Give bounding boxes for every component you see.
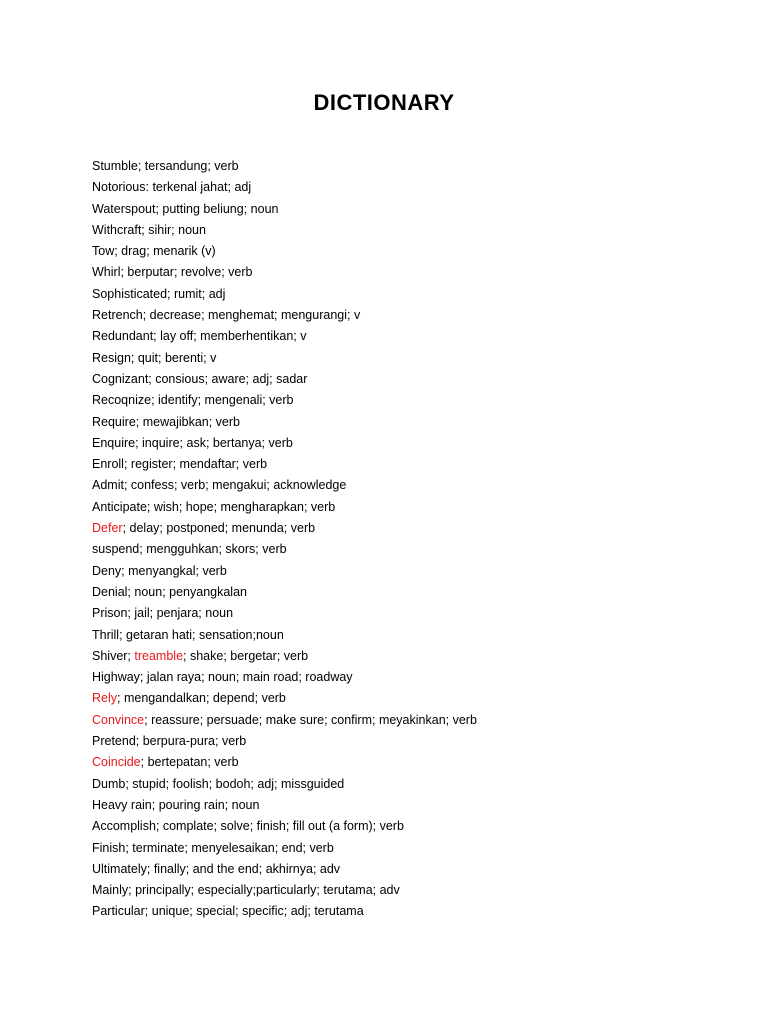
- dictionary-entry: [92, 241, 477, 262]
- dictionary-entry: [92, 369, 477, 390]
- entry-text: Withcraft; sihir; noun: [92, 222, 206, 237]
- dictionary-entry: [92, 199, 477, 220]
- entry-text: Prison; jail; penjara; noun: [92, 606, 234, 621]
- dictionary-entry: [92, 177, 477, 198]
- entry-text: Sophisticated; rumit; adj: [92, 286, 226, 301]
- dictionary-entry: [92, 433, 477, 454]
- entry-text: Redundant; lay off; memberhentikan; v: [92, 329, 307, 344]
- dictionary-entry: [92, 688, 477, 709]
- dictionary-entry: [92, 284, 477, 305]
- entry-text: Anticipate; wish; hope; mengharapkan; verb: [92, 499, 336, 514]
- dictionary-entry: [92, 795, 477, 816]
- entry-text: Enroll; register; mendaftar; verb: [92, 457, 268, 472]
- entry-text: Recoqnize; identify; mengenali; verb: [92, 393, 294, 408]
- entry-text: Mainly; principally; especially;particularly; terutama; adv: [92, 883, 400, 898]
- highlighted-headword: Rely: [92, 691, 118, 706]
- entry-text: suspend; mengguhkan; skors; verb: [92, 542, 287, 557]
- dictionary-entry: [92, 348, 477, 369]
- dictionary-entry: [92, 880, 477, 901]
- dictionary-entry: [92, 156, 477, 177]
- highlighted-headword: Convince: [92, 712, 145, 727]
- dictionary-entry: [92, 816, 477, 837]
- entry-text: Shiver;: [92, 648, 135, 663]
- dictionary-entry: [92, 305, 477, 326]
- entry-text: ; mengandalkan; depend; verb: [117, 691, 286, 706]
- entry-text: Deny; menyangkal; verb: [92, 563, 227, 578]
- highlighted-headword: Coincide: [92, 755, 141, 770]
- dictionary-entry-list: [92, 156, 477, 923]
- entry-text: Particular; unique; special; specific; adj; terutama: [92, 904, 364, 919]
- dictionary-entry: [92, 412, 477, 433]
- entry-text: Highway; jalan raya; noun; main road; roadway: [92, 670, 353, 685]
- dictionary-entry: [92, 901, 477, 922]
- entry-text: Cognizant; consious; aware; adj; sadar: [92, 371, 308, 386]
- dictionary-entry: [92, 582, 477, 603]
- entry-text: Admit; confess; verb; mengakui; acknowledge: [92, 478, 347, 493]
- entry-text: Notorious: terkenal jahat; adj: [92, 180, 252, 195]
- page-title: DICTIONARY: [313, 90, 455, 115]
- highlighted-headword: Defer: [92, 521, 123, 536]
- dictionary-entry: [92, 752, 477, 773]
- entry-text: ; reassure; persuade; make sure; confirm; meyakinkan; verb: [144, 712, 477, 727]
- dictionary-entry: [92, 859, 477, 880]
- dictionary-entry: [92, 625, 477, 646]
- entry-text: Require; mewajibkan; verb: [92, 414, 240, 429]
- entry-text: Accomplish; complate; solve; finish; fill out (a form); verb: [92, 819, 404, 834]
- dictionary-entry: [92, 262, 477, 283]
- dictionary-entry: [92, 838, 477, 859]
- dictionary-entry: [92, 667, 477, 688]
- entry-text: Ultimately; finally; and the end; akhirnya; adv: [92, 861, 341, 876]
- entry-text: Enquire; inquire; ask; bertanya; verb: [92, 435, 293, 450]
- entry-text: Heavy rain; pouring rain; noun: [92, 797, 260, 812]
- entry-text: Waterspout; putting beliung; noun: [92, 201, 279, 216]
- dictionary-entry: [92, 475, 477, 496]
- entry-text: Dumb; stupid; foolish; bodoh; adj; missguided: [92, 776, 345, 791]
- dictionary-entry: [92, 518, 477, 539]
- entry-text: Finish; terminate; menyelesaikan; end; verb: [92, 840, 334, 855]
- dictionary-entry: [92, 603, 477, 624]
- entry-text: Thrill; getaran hati; sensation;noun: [92, 627, 284, 642]
- highlighted-word: treamble: [134, 648, 184, 663]
- dictionary-entry: [92, 454, 477, 475]
- entry-text: Whirl; berputar; revolve; verb: [92, 265, 253, 280]
- dictionary-entry: [92, 220, 477, 241]
- dictionary-entry: [92, 646, 477, 667]
- entry-text: Pretend; berpura-pura; verb: [92, 734, 247, 749]
- dictionary-entry: [92, 326, 477, 347]
- entry-text: ; delay; postponed; menunda; verb: [122, 521, 316, 536]
- dictionary-entry: [92, 390, 477, 411]
- dictionary-entry: [92, 731, 477, 752]
- dictionary-entry: [92, 561, 477, 582]
- entry-text: Tow; drag; menarik (v): [92, 244, 216, 259]
- dictionary-entry: [92, 497, 477, 518]
- dictionary-entry: [92, 710, 477, 731]
- entry-text: Resign; quit; berenti; v: [92, 350, 217, 365]
- dictionary-entry: [92, 539, 477, 560]
- entry-text-tail: ; shake; bergetar; verb: [183, 648, 309, 663]
- entry-text: Stumble; tersandung; verb: [92, 159, 239, 173]
- entry-text: Denial; noun; penyangkalan: [92, 584, 247, 599]
- entry-text: ; bertepatan; verb: [140, 755, 239, 770]
- dictionary-entry: [92, 774, 477, 795]
- entry-text: Retrench; decrease; menghemat; mengurangi; v: [92, 308, 361, 323]
